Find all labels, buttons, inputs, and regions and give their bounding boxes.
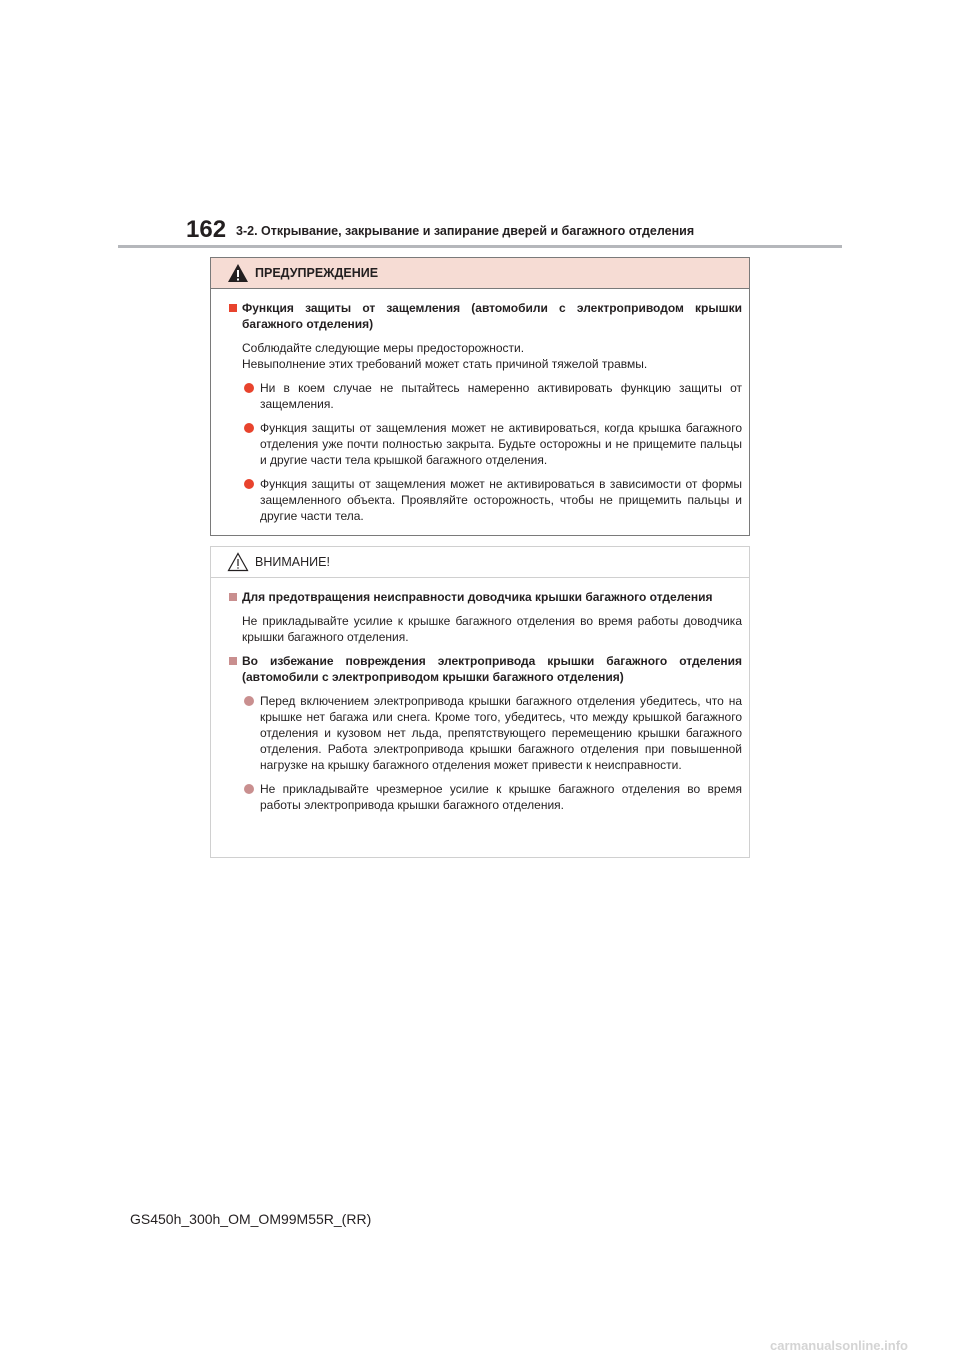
caution-heading-2 xyxy=(229,653,742,685)
page-number: 162 xyxy=(186,216,227,243)
warning-intro-line2: Невыполнение этих требований может стать причиной тяжелой травмы. xyxy=(242,357,648,371)
circle-bullet-icon xyxy=(244,479,254,489)
warning-content xyxy=(211,289,749,524)
caution-section1-text: Не прикладывайте усилие к крышке багажного отделения во время работы доводчика крышки багажного отделения. xyxy=(242,614,742,644)
watermark: carmanualsonline.info xyxy=(770,1338,908,1353)
header-divider xyxy=(118,245,842,248)
caution-content xyxy=(211,578,749,813)
circle-bullet-icon xyxy=(244,383,254,393)
caution-heading-2-text: Во избежание повреждения электропривода крышки багажного отделения (автомобили с электроприводом крышки багажного отделения) xyxy=(242,654,742,684)
warning-triangle-icon xyxy=(227,263,249,283)
square-bullet-icon xyxy=(229,593,237,601)
circle-bullet-icon xyxy=(244,423,254,433)
warning-bullet-text: Функция защиты от защемления может не активироваться в зависимости от формы защемленного объекта. Проявляйте осторожность, чтобы не прищемить пальцы и другие части тела. xyxy=(260,477,742,523)
circle-bullet-icon xyxy=(244,784,254,794)
warning-bullet xyxy=(229,420,742,468)
caution-heading-1-text: Для предотвращения неисправности доводчика крышки багажного отделения xyxy=(242,590,713,604)
warning-bullet xyxy=(229,476,742,524)
warning-intro-line1: Соблюдайте следующие меры предосторожности. xyxy=(242,341,525,355)
warning-heading-text: Функция защиты от защемления (автомобили с электроприводом крышки багажного отделения) xyxy=(242,301,742,331)
square-bullet-icon xyxy=(229,657,237,665)
section-title: 3-2. Открывание, закрывание и запирание дверей и багажного отделения xyxy=(236,224,695,238)
footer-code: GS450h_300h_OM_OM99M55R_(RR) xyxy=(130,1211,372,1227)
caution-bullet xyxy=(229,693,742,773)
caution-bullet-text: Перед включением электропривода крышки багажного отделения убедитесь, что на крышке нет багажа или снега. Кроме того, убедитесь, что между крышкой багажного отделения и кузовом нет льда, препятствующего перемещению крышки багажного отделения. Работа электропривода крышки багажного отделения при повышенной нагрузке на крышку багажного отделения может привести к неисправности. xyxy=(260,694,742,772)
caution-label: ВНИМАНИЕ! xyxy=(255,555,330,569)
circle-bullet-icon xyxy=(244,696,254,706)
caution-heading-1 xyxy=(229,589,742,605)
warning-header xyxy=(211,258,749,289)
warning-heading xyxy=(229,300,742,332)
caution-box xyxy=(210,546,750,858)
warning-intro xyxy=(229,340,742,372)
warning-bullet-text: Ни в коем случае не пытайтесь намеренно активировать функцию защиты от защемления. xyxy=(260,381,742,411)
caution-bullet xyxy=(229,781,742,813)
caution-bullet-text: Не прикладывайте чрезмерное усилие к крышке багажного отделения во время работы электропривода крышки багажного отделения. xyxy=(260,782,742,812)
square-bullet-icon xyxy=(229,304,237,312)
warning-bullet-text: Функция защиты от защемления может не активироваться, когда крышка багажного отделения уже почти полностью закрыта. Будьте осторожны и не прищемите пальцы и другие части тела крышкой багажного отделения. xyxy=(260,421,742,467)
warning-label: ПРЕДУПРЕЖДЕНИЕ xyxy=(255,266,379,280)
page-header xyxy=(118,212,842,248)
caution-triangle-icon xyxy=(227,552,249,572)
warning-bullet xyxy=(229,380,742,412)
warning-box xyxy=(210,257,750,536)
caution-header xyxy=(211,547,749,578)
